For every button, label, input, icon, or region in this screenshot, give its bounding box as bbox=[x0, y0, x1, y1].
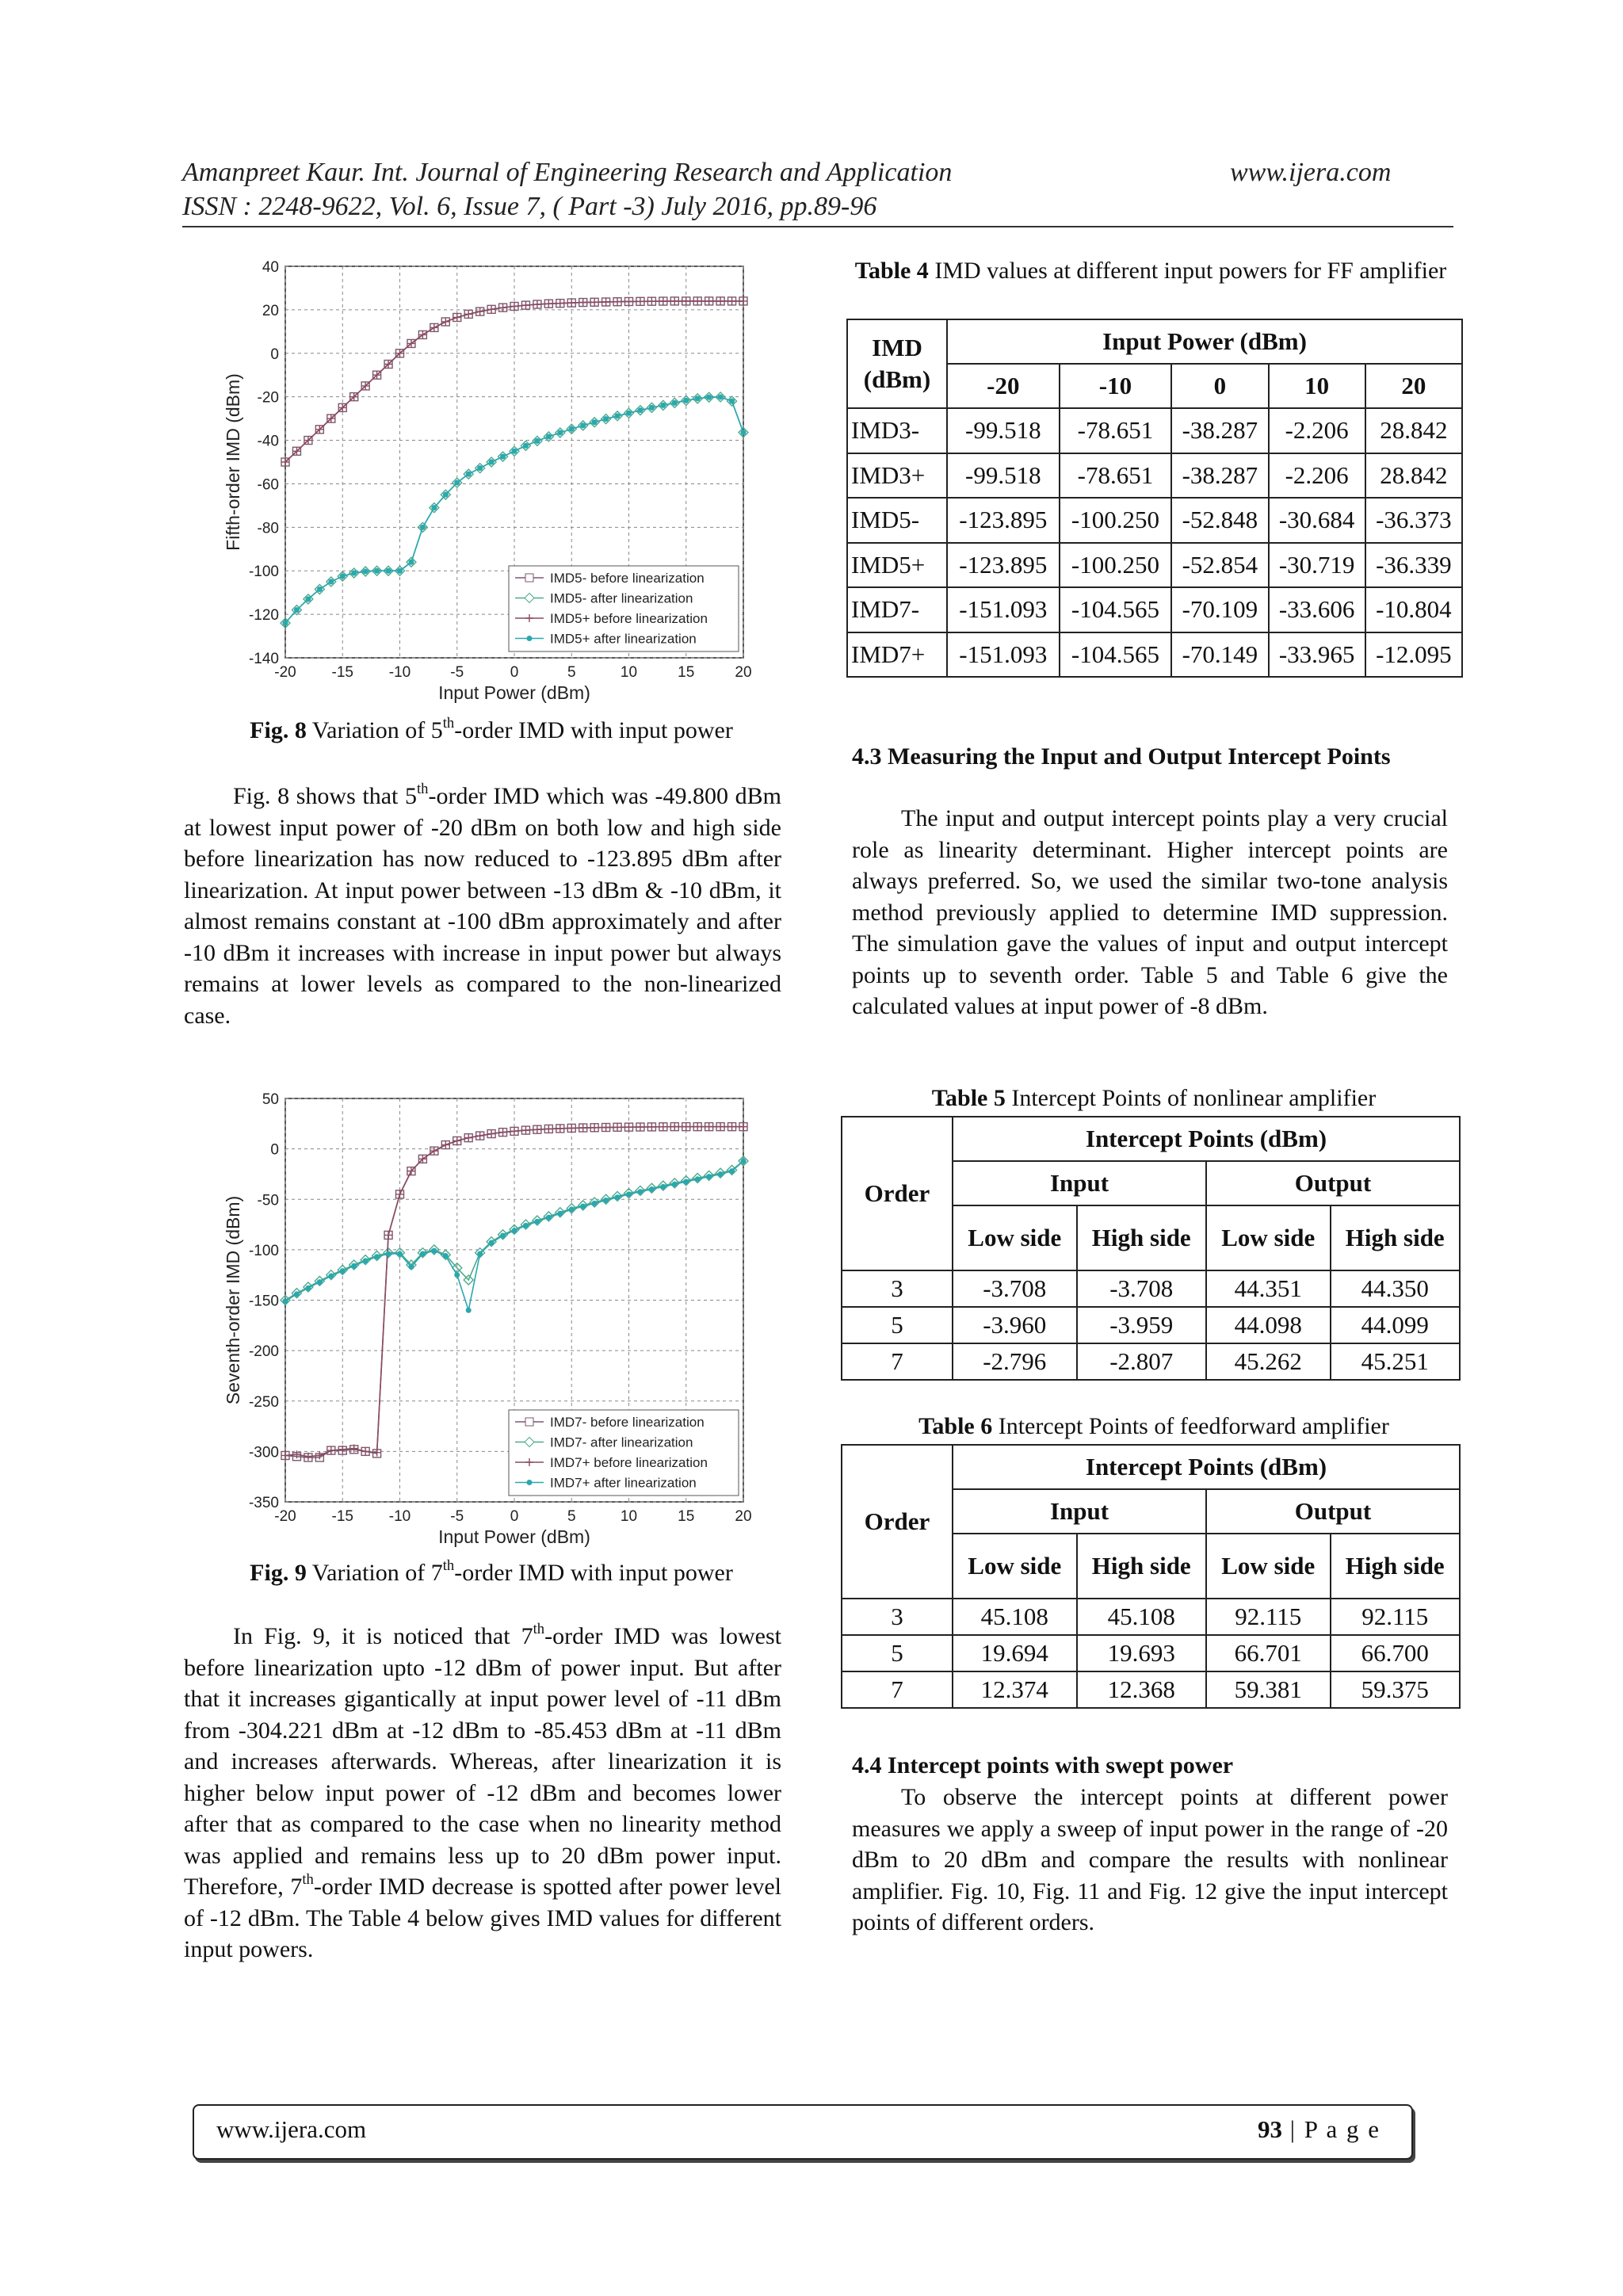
table4-row-label: IMD5- bbox=[847, 498, 947, 543]
journal-url: www.ijera.com bbox=[1230, 158, 1392, 187]
y-tick-label: -100 bbox=[248, 563, 279, 581]
data-point bbox=[672, 400, 678, 406]
table4-cell: -36.339 bbox=[1365, 543, 1462, 588]
section-4-3-body: The input and output intercept points play a very crucial role as linearity determinant. Higher intercept points are always preferred. So, we used the similar two-tone analysis method previously applied to determine IMD suppression. The simulation gave the values of input and output intercept points up to seventh order. Table 5 and Table 6 give the calculated values at input power of -8 dBm. bbox=[852, 805, 1448, 1019]
legend-label: IMD7+ before linearization bbox=[550, 1455, 708, 1470]
data-point bbox=[603, 416, 609, 422]
table4-cell: -38.287 bbox=[1171, 453, 1268, 499]
data-point bbox=[557, 1211, 563, 1217]
table4-col: 20 bbox=[1365, 364, 1462, 408]
x-tick-label: 10 bbox=[620, 1508, 638, 1525]
table4-cell: -104.565 bbox=[1060, 587, 1172, 632]
table6-input-header: Input bbox=[953, 1489, 1206, 1534]
legend-marker bbox=[527, 1480, 533, 1485]
x-tick-label: -20 bbox=[274, 664, 296, 681]
table5-cell: 44.098 bbox=[1206, 1307, 1331, 1343]
data-point bbox=[592, 419, 598, 425]
table5-cell: 44.350 bbox=[1331, 1270, 1460, 1307]
fig9-chart bbox=[214, 1086, 769, 1557]
data-point bbox=[683, 398, 689, 403]
table6-cell: 12.368 bbox=[1077, 1671, 1206, 1708]
x-tick-label: 10 bbox=[620, 664, 638, 681]
table5-sub-header: Low side bbox=[1206, 1205, 1331, 1270]
table4-cell: -99.518 bbox=[947, 453, 1060, 499]
table5-cell: 3 bbox=[842, 1270, 953, 1307]
y-axis-label: Fifth-order IMD (dBm) bbox=[223, 373, 243, 551]
y-tick-label: 50 bbox=[262, 1091, 279, 1108]
legend-marker bbox=[525, 1418, 533, 1426]
y-axis-label: Seventh-order IMD (dBm) bbox=[223, 1195, 243, 1405]
data-point bbox=[305, 1286, 311, 1291]
section-4-4-body: To observe the intercept points at different power measures we apply a sweep of input power in the range of -20 dBm to 20 dBm and compare the results with nonlinear amplifier. Fig. 10, Fig. 11 and Fig. 12 give the input intercept points of different orders. bbox=[852, 1784, 1448, 1935]
table5-output-header: Output bbox=[1206, 1161, 1460, 1205]
data-point bbox=[454, 480, 460, 486]
y-tick-label: -300 bbox=[248, 1444, 279, 1461]
x-axis-label: Input Power (dBm) bbox=[438, 682, 590, 703]
table4-cell: -12.095 bbox=[1365, 632, 1462, 678]
paragraph-fig8: Fig. 8 shows that 5th-order IMD which was -49.800 dBm at lowest input power of -20 dBm on both low and high side before linearization has now reduced to -123.895 dBm after linearization. At input power between -13 dBm & -10 dBm, it almost remains constant at -100 dBm approximately and after -10 dBm it increases with increase in input power but always remains at lower levels as compared to the non-linearized case. bbox=[184, 781, 781, 1029]
table6-caption: Table 6 Intercept Points of feedforward amplifier bbox=[918, 1413, 1389, 1439]
data-point bbox=[466, 472, 472, 477]
y-tick-label: -150 bbox=[248, 1293, 279, 1310]
table6-sub-header: Low side bbox=[953, 1534, 1077, 1599]
table5-order-header: Order bbox=[842, 1117, 953, 1270]
legend-label: IMD7- before linearization bbox=[550, 1415, 705, 1430]
data-point bbox=[489, 1240, 495, 1245]
data-point bbox=[546, 434, 552, 439]
data-point bbox=[340, 574, 346, 579]
table5-cell: 44.351 bbox=[1206, 1270, 1331, 1307]
data-point bbox=[569, 426, 575, 432]
data-point bbox=[466, 1308, 472, 1313]
x-tick-label: 5 bbox=[567, 664, 576, 681]
x-tick-label: -5 bbox=[450, 1508, 464, 1525]
table4-cell: -99.518 bbox=[947, 408, 1060, 453]
table5-row bbox=[842, 1307, 1460, 1343]
table4-cell: -123.895 bbox=[947, 498, 1060, 543]
data-point bbox=[523, 1223, 529, 1228]
legend-marker bbox=[525, 574, 533, 582]
table4-cell: -70.109 bbox=[1171, 587, 1268, 632]
table6-cell: 12.374 bbox=[953, 1671, 1077, 1708]
x-tick-label: 5 bbox=[567, 1508, 576, 1525]
table4-cell: -123.895 bbox=[947, 543, 1060, 588]
table4-cell: 28.842 bbox=[1365, 453, 1462, 499]
table4-cell: -78.651 bbox=[1060, 453, 1172, 499]
y-tick-label: -200 bbox=[248, 1343, 279, 1361]
data-point bbox=[637, 1189, 643, 1194]
x-tick-label: 15 bbox=[678, 1508, 695, 1525]
x-tick-label: -10 bbox=[388, 664, 411, 681]
x-tick-label: -5 bbox=[450, 664, 464, 681]
table6-cell: 45.108 bbox=[953, 1599, 1077, 1635]
y-tick-label: -120 bbox=[248, 607, 279, 625]
table4-row-label: IMD7+ bbox=[847, 632, 947, 678]
table6-cell: 45.108 bbox=[1077, 1599, 1206, 1635]
y-tick-label: -140 bbox=[248, 651, 279, 667]
y-tick-label: -50 bbox=[257, 1192, 279, 1209]
table5-cell: -3.960 bbox=[953, 1307, 1077, 1343]
y-tick-label: -40 bbox=[257, 433, 279, 450]
x-tick-label: -15 bbox=[331, 664, 353, 681]
table4-cell: -2.206 bbox=[1269, 453, 1365, 499]
table4-cell: -100.250 bbox=[1060, 543, 1172, 588]
header-rule bbox=[182, 226, 1453, 227]
table6 bbox=[841, 1444, 1461, 1709]
data-point bbox=[660, 1184, 666, 1190]
x-tick-label: -15 bbox=[331, 1508, 353, 1525]
table5-group-header: Intercept Points (dBm) bbox=[953, 1117, 1460, 1161]
table6-cell: 5 bbox=[842, 1635, 953, 1671]
table4-cell: -104.565 bbox=[1060, 632, 1172, 678]
table6-group-header: Intercept Points (dBm) bbox=[953, 1445, 1460, 1489]
table4-caption: Table 4 IMD values at different input powers for FF amplifier bbox=[854, 258, 1447, 284]
table6-cell: 92.115 bbox=[1206, 1599, 1331, 1635]
data-point bbox=[408, 560, 414, 565]
data-point bbox=[500, 454, 506, 460]
data-point bbox=[580, 422, 586, 428]
data-point bbox=[729, 1168, 735, 1174]
table4-row bbox=[847, 453, 1462, 499]
y-tick-label: -60 bbox=[257, 476, 279, 494]
y-tick-label: -80 bbox=[257, 520, 279, 537]
table6-cell: 7 bbox=[842, 1671, 953, 1708]
legend-label: IMD5+ after linearization bbox=[550, 631, 697, 647]
table5-cell: 45.251 bbox=[1331, 1343, 1460, 1380]
y-tick-label: 40 bbox=[262, 259, 279, 276]
data-point bbox=[534, 438, 540, 444]
table4-row bbox=[847, 587, 1462, 632]
data-point bbox=[534, 1219, 540, 1224]
legend-label: IMD5- before linearization bbox=[550, 571, 705, 586]
data-point bbox=[637, 407, 643, 413]
section-4-3-heading: 4.3 Measuring the Input and Output Intercept Points bbox=[852, 743, 1391, 770]
table4-row-label: IMD3- bbox=[847, 408, 947, 453]
journal-citation: Amanpreet Kaur. Int. Journal of Engineering Research and Application bbox=[182, 158, 953, 187]
data-point bbox=[351, 570, 357, 575]
table6-cell: 59.381 bbox=[1206, 1671, 1331, 1708]
paragraph-fig9: In Fig. 9, it is noticed that 7th-order IMD was lowest before linearization upto -12 dBm of power input. But after that it increases gigantically at input power level of -11 dBm from -304.221 dBm at -12 dBm to -85.453 dBm at -11 dBm and increases afterwards. Whereas, after linearization it is higher below input power of -12 dBm and becomes lower after that as compared to the case when no linearity method was applied and remains less up to 20 dBm power input. Therefore, 7th-order IMD decrease is spotted after power level of -12 dBm. The Table 4 below gives IMD values for different input powers. bbox=[184, 1621, 781, 1962]
table4-cell: 28.842 bbox=[1365, 408, 1462, 453]
data-point bbox=[420, 1251, 426, 1256]
table4-cell: -30.684 bbox=[1269, 498, 1365, 543]
data-point bbox=[718, 1171, 724, 1177]
table4-col: 10 bbox=[1269, 364, 1365, 408]
data-point bbox=[683, 1179, 689, 1184]
data-point bbox=[374, 1254, 380, 1259]
data-point bbox=[454, 1272, 460, 1278]
data-point bbox=[512, 1228, 517, 1233]
y-tick-label: -20 bbox=[257, 389, 279, 407]
table4 bbox=[846, 319, 1463, 678]
table6-sub-header: High side bbox=[1077, 1534, 1206, 1599]
table5-row bbox=[842, 1270, 1460, 1307]
data-point bbox=[718, 394, 724, 399]
data-point bbox=[477, 465, 483, 471]
table4-cell: -52.854 bbox=[1171, 543, 1268, 588]
table4-row bbox=[847, 498, 1462, 543]
data-point bbox=[615, 1194, 621, 1200]
data-point bbox=[397, 1251, 403, 1256]
issn-line: ISSN : 2248-9622, Vol. 6, Issue 7, ( Part -3) July 2016, pp.89-96 bbox=[182, 192, 877, 221]
table4-cell: -100.250 bbox=[1060, 498, 1172, 543]
data-point bbox=[706, 395, 712, 400]
table5-cell: 45.262 bbox=[1206, 1343, 1331, 1380]
data-point bbox=[649, 405, 655, 411]
data-point bbox=[340, 1268, 346, 1274]
x-tick-label: 0 bbox=[510, 664, 519, 681]
table6-cell: 66.701 bbox=[1206, 1635, 1331, 1671]
table5 bbox=[841, 1116, 1461, 1381]
data-point bbox=[592, 1201, 598, 1206]
fig8-chart bbox=[214, 254, 769, 713]
table4-col: -20 bbox=[947, 364, 1060, 408]
x-tick-label: 20 bbox=[735, 664, 752, 681]
x-tick-label: 20 bbox=[735, 1508, 752, 1525]
y-tick-label: -350 bbox=[248, 1495, 279, 1511]
data-point bbox=[305, 596, 311, 602]
footer-page: 93 | P a g e bbox=[1258, 2115, 1381, 2143]
data-point bbox=[283, 621, 288, 626]
legend-label: IMD7- after linearization bbox=[550, 1435, 693, 1450]
legend-label: IMD5- after linearization bbox=[550, 590, 693, 606]
data-point bbox=[706, 1174, 712, 1179]
data-point bbox=[294, 1291, 300, 1297]
table6-cell: 19.694 bbox=[953, 1635, 1077, 1671]
legend-label: IMD7+ after linearization bbox=[550, 1475, 697, 1491]
data-point bbox=[626, 411, 632, 416]
table6-sub-header: High side bbox=[1331, 1534, 1460, 1599]
table5-cell: 7 bbox=[842, 1343, 953, 1380]
table4-cell: -30.719 bbox=[1269, 543, 1365, 588]
table6-cell: 92.115 bbox=[1331, 1599, 1460, 1635]
data-point bbox=[615, 413, 621, 418]
data-point bbox=[580, 1204, 586, 1209]
table6-cell: 59.375 bbox=[1331, 1671, 1460, 1708]
table4-cell: -70.149 bbox=[1171, 632, 1268, 678]
table4-row bbox=[847, 543, 1462, 588]
fig9-caption: Fig. 9 Variation of 7th-order IMD with input power bbox=[250, 1557, 733, 1586]
table5-cell: 5 bbox=[842, 1307, 953, 1343]
table6-row bbox=[842, 1671, 1460, 1708]
table6-sub-header: Low side bbox=[1206, 1534, 1331, 1599]
table4-group-header: Input Power (dBm) bbox=[947, 319, 1462, 364]
y-tick-label: -100 bbox=[248, 1242, 279, 1259]
table6-cell: 3 bbox=[842, 1599, 953, 1635]
data-point bbox=[741, 1159, 747, 1164]
footer-url: www.ijera.com bbox=[216, 2115, 367, 2143]
table6-row bbox=[842, 1635, 1460, 1671]
data-point bbox=[557, 430, 563, 435]
table5-sub-header: Low side bbox=[953, 1205, 1077, 1270]
data-point bbox=[741, 430, 747, 435]
table4-cell: -151.093 bbox=[947, 632, 1060, 678]
table6-cell: 19.693 bbox=[1077, 1635, 1206, 1671]
table4-cell: -78.651 bbox=[1060, 408, 1172, 453]
data-point bbox=[729, 399, 735, 404]
table4-cell: -36.373 bbox=[1365, 498, 1462, 543]
data-point bbox=[512, 449, 517, 454]
data-point bbox=[317, 586, 323, 592]
table4-row bbox=[847, 408, 1462, 453]
table4-row bbox=[847, 632, 1462, 678]
data-point bbox=[546, 1215, 552, 1221]
table5-cell: -3.959 bbox=[1077, 1307, 1206, 1343]
table4-cell: -33.965 bbox=[1269, 632, 1365, 678]
data-point bbox=[317, 1279, 323, 1285]
data-point bbox=[363, 569, 369, 575]
table5-sub-header: High side bbox=[1077, 1205, 1206, 1270]
table4-cell: -33.606 bbox=[1269, 587, 1365, 632]
data-point bbox=[672, 1182, 678, 1187]
data-point bbox=[443, 1253, 449, 1259]
table6-cell: 66.700 bbox=[1331, 1635, 1460, 1671]
x-tick-label: 15 bbox=[678, 664, 695, 681]
legend-marker bbox=[527, 636, 533, 641]
table6-order-header: Order bbox=[842, 1445, 953, 1599]
table4-cell: -52.848 bbox=[1171, 498, 1268, 543]
data-point bbox=[374, 568, 380, 574]
y-tick-label: 20 bbox=[262, 302, 279, 319]
data-point bbox=[397, 568, 403, 574]
legend-label: IMD5+ before linearization bbox=[550, 611, 708, 626]
data-point bbox=[626, 1191, 632, 1197]
table5-cell: -3.708 bbox=[953, 1270, 1077, 1307]
data-point bbox=[603, 1198, 609, 1203]
table4-row-label: IMD7- bbox=[847, 587, 947, 632]
data-point bbox=[695, 395, 701, 401]
table5-caption: Table 5 Intercept Points of nonlinear amplifier bbox=[931, 1085, 1377, 1111]
data-point bbox=[294, 607, 300, 613]
table4-cell: -10.804 bbox=[1365, 587, 1462, 632]
x-tick-label: -20 bbox=[274, 1508, 296, 1525]
data-point bbox=[328, 1273, 334, 1278]
table5-cell: 44.099 bbox=[1331, 1307, 1460, 1343]
data-point bbox=[328, 579, 334, 584]
data-point bbox=[500, 1233, 506, 1239]
data-point bbox=[283, 1298, 288, 1304]
data-point bbox=[523, 443, 529, 449]
table4-row-label: IMD5+ bbox=[847, 543, 947, 588]
table4-cell: -38.287 bbox=[1171, 408, 1268, 453]
table4-col: -10 bbox=[1060, 364, 1172, 408]
y-tick-label: 0 bbox=[270, 346, 279, 363]
x-tick-label: 0 bbox=[510, 1508, 519, 1525]
data-point bbox=[420, 525, 426, 530]
data-point bbox=[569, 1206, 575, 1212]
x-tick-label: -10 bbox=[388, 1508, 411, 1525]
section-4-4-heading: 4.4 Intercept points with swept power bbox=[852, 1752, 1234, 1778]
data-point bbox=[489, 460, 495, 465]
table4-row-label: IMD3+ bbox=[847, 453, 947, 499]
data-point bbox=[351, 1263, 357, 1269]
table4-col: 0 bbox=[1171, 364, 1268, 408]
data-point bbox=[695, 1176, 701, 1182]
table5-row bbox=[842, 1343, 1460, 1380]
data-point bbox=[431, 505, 437, 510]
table5-cell: -3.708 bbox=[1077, 1270, 1206, 1307]
data-point bbox=[386, 568, 391, 574]
data-point bbox=[386, 1251, 391, 1256]
data-point bbox=[443, 492, 449, 498]
data-point bbox=[408, 1264, 414, 1270]
data-point bbox=[363, 1258, 369, 1263]
table4-cell: -151.093 bbox=[947, 587, 1060, 632]
page-footer bbox=[193, 2104, 1413, 2160]
table5-cell: -2.796 bbox=[953, 1343, 1077, 1380]
x-axis-label: Input Power (dBm) bbox=[438, 1526, 590, 1547]
y-tick-label: 0 bbox=[270, 1141, 279, 1159]
table5-cell: -2.807 bbox=[1077, 1343, 1206, 1380]
table5-input-header: Input bbox=[953, 1161, 1206, 1205]
data-point bbox=[431, 1248, 437, 1254]
table4-row-header: IMD (dBm) bbox=[847, 319, 947, 408]
y-tick-label: -250 bbox=[248, 1393, 279, 1411]
table4-cell: -2.206 bbox=[1269, 408, 1365, 453]
fig8-caption: Fig. 8 Variation of 5th-order IMD with input power bbox=[250, 715, 733, 743]
table5-sub-header: High side bbox=[1331, 1205, 1460, 1270]
data-point bbox=[649, 1186, 655, 1192]
table6-output-header: Output bbox=[1206, 1489, 1460, 1534]
data-point bbox=[660, 403, 666, 408]
data-point bbox=[477, 1251, 483, 1256]
table6-row bbox=[842, 1599, 1460, 1635]
